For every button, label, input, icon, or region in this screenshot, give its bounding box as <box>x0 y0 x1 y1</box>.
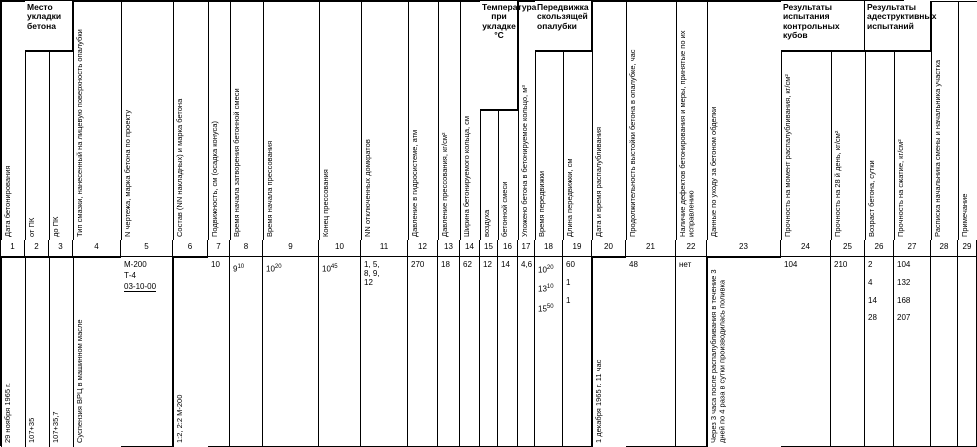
cell-ages <box>865 257 894 447</box>
col-header-6: Состав (NN накладных) и марка бетона <box>173 1 208 240</box>
move-length: 1 <box>566 277 571 287</box>
col-number: 16 <box>498 240 518 257</box>
group-header-forms: Передвижка скользящей опалубки <box>535 1 592 51</box>
cell-strengths <box>894 257 931 447</box>
col-header-4: Тип смазки, нанесенный на лицевую поверхность опалубки <box>73 1 121 240</box>
col-header-26: Возраст бетона, сутки <box>865 51 894 240</box>
strength-value: 132 <box>897 277 911 287</box>
jacks-line: 1, 5, <box>364 260 380 269</box>
time-end-hour: 10 <box>322 264 331 274</box>
jacks-line: 8, 9, <box>364 268 380 278</box>
col-header-22: Наличие дефектов бетонирования и меры, принятые по их исправлению <box>676 1 707 240</box>
cell-care: Через 3 часа после распалубливания в течение 3 дней по 4 раза в сутки производилась поливка <box>707 257 781 447</box>
col-header-19: Длина передвижки, см <box>563 51 592 240</box>
col-number: 13 <box>438 240 460 257</box>
drawing-number: 03-10-00 <box>124 281 157 291</box>
cell-time-start <box>263 257 319 447</box>
cell-move-lengths <box>563 257 592 447</box>
col-header-11: NN отключенных домкратов <box>361 1 408 240</box>
jacks-line: 12 <box>364 277 373 287</box>
col-number: 18 <box>535 240 563 257</box>
cell-strength-strip: 104 <box>781 257 831 447</box>
cell-slump: 10 <box>208 257 230 447</box>
cell-move-times <box>535 257 563 447</box>
cell-signature <box>931 257 958 447</box>
cell-jacks <box>361 257 408 447</box>
col-number: 5 <box>121 240 173 257</box>
col-header-15: воздуха <box>480 110 498 240</box>
col-header-13: Давление прессования, кг/см² <box>438 1 460 240</box>
col-number: 2 <box>25 240 49 257</box>
move-time: $10^{20}$ <box>538 265 554 275</box>
col-number: 28 <box>931 240 958 257</box>
col-header-5: N чертежа, марка бетона по проекту <box>121 1 173 240</box>
col-number: 22 <box>676 240 707 257</box>
cell-note <box>958 257 977 447</box>
col-number: 10 <box>319 240 361 257</box>
age-value: 28 <box>868 313 877 323</box>
time-start-hour: 10 <box>266 264 275 274</box>
time-mix-minute: 10 <box>237 264 245 270</box>
cell-volume: 4,6 <box>518 257 535 447</box>
col-header-1: Дата бетонирования <box>1 1 25 240</box>
col-number: 20 <box>592 240 626 257</box>
col-header-3: до ПК <box>49 51 73 240</box>
col-number: 7 <box>208 240 230 257</box>
col-header-12: Давление в гидросистеме, атм <box>408 1 438 240</box>
col-header-2: от ПК <box>25 51 49 240</box>
col-header-9: Время начала прессования <box>263 1 319 240</box>
time-mix-hour: 9 <box>233 264 238 274</box>
col-number: 6 <box>173 240 208 257</box>
col-number: 4 <box>73 240 121 257</box>
col-header-7: Подвижность, см (осадка конуса) <box>208 1 230 240</box>
cell-time-end <box>319 257 361 447</box>
col-header-8: Время начала затворения бетонной смеси <box>230 1 263 240</box>
cell-drawing <box>121 257 173 447</box>
col-number: 3 <box>49 240 73 257</box>
col-header-27: Прочность на сжатие, кг/см² <box>894 51 931 240</box>
col-number: 29 <box>958 240 977 257</box>
move-time: $13^{10}$ <box>538 284 554 295</box>
col-number: 26 <box>865 240 894 257</box>
move-length: 1 <box>566 295 571 305</box>
age-value: 4 <box>868 277 873 287</box>
age-value: 2 <box>868 260 873 269</box>
col-header-25: Прочность на 28 й день, кг/см² <box>831 51 865 240</box>
strength-value: 207 <box>897 313 911 323</box>
col-header-23: Данные по уходу за бетоном обделки <box>707 1 781 240</box>
col-header-29: Примечание <box>958 1 977 240</box>
col-number: 12 <box>408 240 438 257</box>
cell-pk-from: 107+35 <box>25 257 49 447</box>
col-header-17: Уложено бетона в бетонируемое кольцо, м³ <box>518 1 535 240</box>
cell-defects: нет <box>676 257 707 447</box>
cell-pressure-hydraulic: 270 <box>408 257 438 447</box>
time-start-minute: 20 <box>274 264 282 270</box>
cell-lube: Суспензия ВРЦ в машинном масле <box>73 257 121 447</box>
move-time: $15^{50}$ <box>538 303 554 314</box>
col-number: 19 <box>563 240 592 257</box>
col-header-21: Продолжительность выстойки бетона в опалубке, час <box>626 1 676 240</box>
col-number: 11 <box>361 240 408 257</box>
time-end-minute: 45 <box>330 264 338 270</box>
col-number: 1 <box>1 240 25 257</box>
col-number: 23 <box>707 240 781 257</box>
drawing-grade: М-200 <box>124 260 147 269</box>
col-number: 27 <box>894 240 931 257</box>
cell-pressure-press: 18 <box>438 257 460 447</box>
cell-temp-concrete: 14 <box>498 257 518 447</box>
col-header-20: Дата и время распалубливания <box>592 1 626 240</box>
col-header-16: бетонной смеси <box>498 110 518 240</box>
drawing-type: Т-4 <box>124 270 136 280</box>
cell-strip-date: 1 декабря 1965 г. 11 час <box>592 257 626 447</box>
col-header-28: Расписка начальника смены и начальника участка <box>931 1 958 240</box>
col-header-14: Ширина бетонируемого кольца, см <box>460 1 480 240</box>
col-number: 14 <box>460 240 480 257</box>
group-header-cubes: Результаты испытания контрольных кубов <box>781 1 865 51</box>
group-header-place: Место укладки бетона <box>25 1 73 51</box>
col-header-24: Прочность на момент распалубливания, кг/см² <box>781 51 831 240</box>
col-header-10: Конец прессования <box>319 1 361 240</box>
group-header-temperature: Температура при укладке °С <box>480 1 518 110</box>
move-length: 60 <box>566 260 575 269</box>
cell-strength-28: 210 <box>831 257 865 447</box>
strength-value: 104 <box>897 260 911 269</box>
strength-value: 168 <box>897 295 911 305</box>
group-header-adestructive: Результаты адеструктивных испытаний <box>865 1 931 51</box>
col-number: 21 <box>626 240 676 257</box>
cell-temp-air: 12 <box>480 257 498 447</box>
cell-date: 29 ноября 1965 г. <box>1 257 25 447</box>
age-value: 14 <box>868 295 877 305</box>
cell-curing-hours: 48 <box>626 257 676 447</box>
cell-time-mix <box>230 257 263 447</box>
col-number: 9 <box>263 240 319 257</box>
col-header-18: Время передвижки <box>535 51 563 240</box>
cell-pk-to: 107+35,7 <box>49 257 73 447</box>
cell-mix: 1:2, 2:2 М-200 <box>173 257 208 447</box>
col-number: 17 <box>518 240 535 257</box>
col-number: 15 <box>480 240 498 257</box>
cell-ring-width: 62 <box>460 257 480 447</box>
col-number: 8 <box>230 240 263 257</box>
col-number: 25 <box>831 240 865 257</box>
col-number: 24 <box>781 240 831 257</box>
